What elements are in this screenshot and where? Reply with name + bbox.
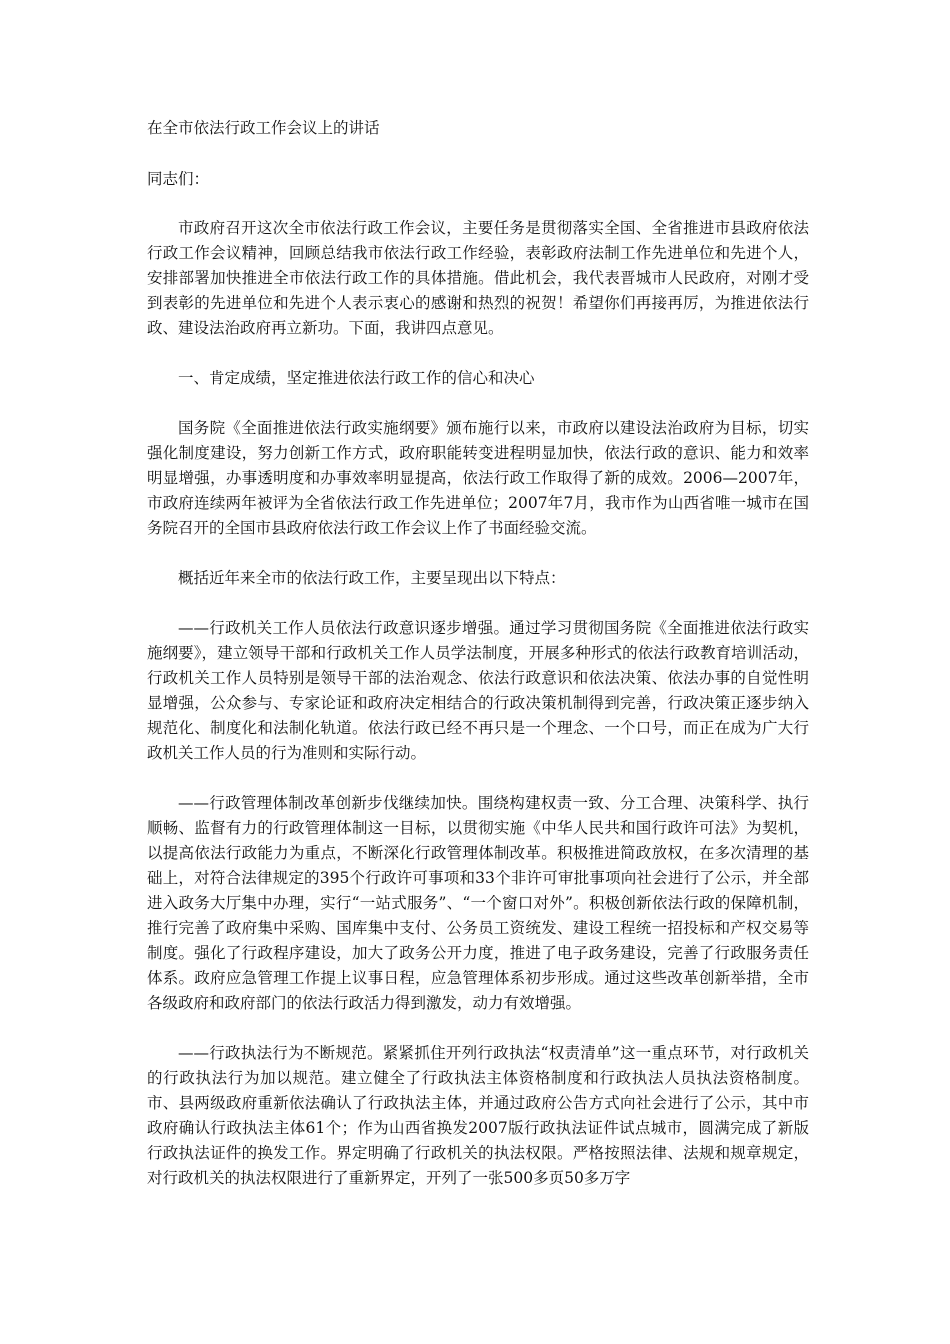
paragraph-enforcement: ——行政执法行为不断规范。紧紧抓住开列行政执法“权责清单”这一重点环节，对行政机关的行政执法行为加以规范。建立健全了行政执法主体资格制度和行政执法人员执法资格制度。市、县两级政府重新依法确认了行政执法主体，并通过政府公告方式向社会进行了公示，其中市政府确认行政执法主体61个；作为山西省换发2007版行政执法证件试点城市，圆满完成了新版行政执法证件的换发工作。界定明确了行政机关的执法权限。严格按照法律、法规和规章规定，对行政机关的执法权限进行了重新界定，开列了一张500多页50多万字 [147,1044,809,1187]
paragraph-intro: 市政府召开这次全市依法行政工作会议，主要任务是贯彻落实全国、全省推进市县政府依法行政工作会议精神，回顾总结我市依法行政工作经验，表彰政府法制工作先进单位和先进个人，安排部署加快推进全市依法行政工作的具体措施。借此机会，我代表晋城市人民政府，对刚才受到表彰的先进单位和先进个人表示衷心的感谢和热烈的祝贺！希望你们再接再厉，为推进依法行政、建设法治政府再立新功。下面，我讲四点意见。 [147,219,809,337]
paragraph-awareness: ——行政机关工作人员依法行政意识逐步增强。通过学习贯彻国务院《全面推进依法行政实施纲要》，建立领导干部和行政机关工作人员学法制度，开展多种形式的依法行政教育培训活动，行政机关工作人员特别是领导干部的法治观念、依法行政意识和依法决策、依法办事的自觉性明显增强，公众参与、专家论证和政府决定相结合的行政决策机制得到完善，行政决策正逐步纳入规范化、制度化和法制化轨道。依法行政已经不再只是一个理念、一个口号，而正在成为广大行政机关工作人员的行为准则和实际行动。 [147,619,809,762]
paragraph-achievements: 国务院《全面推进依法行政实施纲要》颁布施行以来，市政府以建设法治政府为目标，切实强化制度建设，努力创新工作方式，政府职能转变进程明显加快，依法行政的意识、能力和效率明显增强，办事透明度和办事效率明显提高，依法行政工作取得了新的成效。2006—2007年，市政府连续两年被评为全省依法行政工作先进单位；2007年7月，我市作为山西省唯一城市在国务院召开的全国市县政府依法行政工作会议上作了书面经验交流。 [147,419,809,537]
salutation: 同志们： [147,170,210,188]
document-title: 在全市依法行政工作会议上的讲话 [147,119,380,137]
section-heading-1: 一、肯定成绩，坚定推进依法行政工作的信心和决心 [178,369,535,387]
document-page [147,112,809,1216]
paragraph-reform: ——行政管理体制改革创新步伐继续加快。围绕构建权责一致、分工合理、决策科学、执行顺畅、监督有力的行政管理体制这一目标，以贯彻实施《中华人民共和国行政许可法》为契机，以提高依法行政能力为重点，不断深化行政管理体制改革。积极推进简政放权，在多次清理的基础上，对符合法律规定的395个行政许可事项和33个非许可审批事项向社会进行了公示，并全部进入政务大厅集中办理，实行“一站式服务”、“一个窗口对外”。积极创新依法行政的保障机制，推行完善了政府集中采购、国库集中支付、公务员工资统发、建设工程统一招投标和产权交易等制度。强化了行政程序建设，加大了政务公开力度，推进了电子政务建设，完善了行政服务责任体系。政府应急管理工作提上议事日程，应急管理体系初步形成。通过这些改革创新举措，全市各级政府和政府部门的依法行政活力得到激发，动力有效增强。 [147,794,809,1012]
paragraph-summary-lead: 概括近年来全市的依法行政工作，主要呈现出以下特点： [178,569,566,587]
